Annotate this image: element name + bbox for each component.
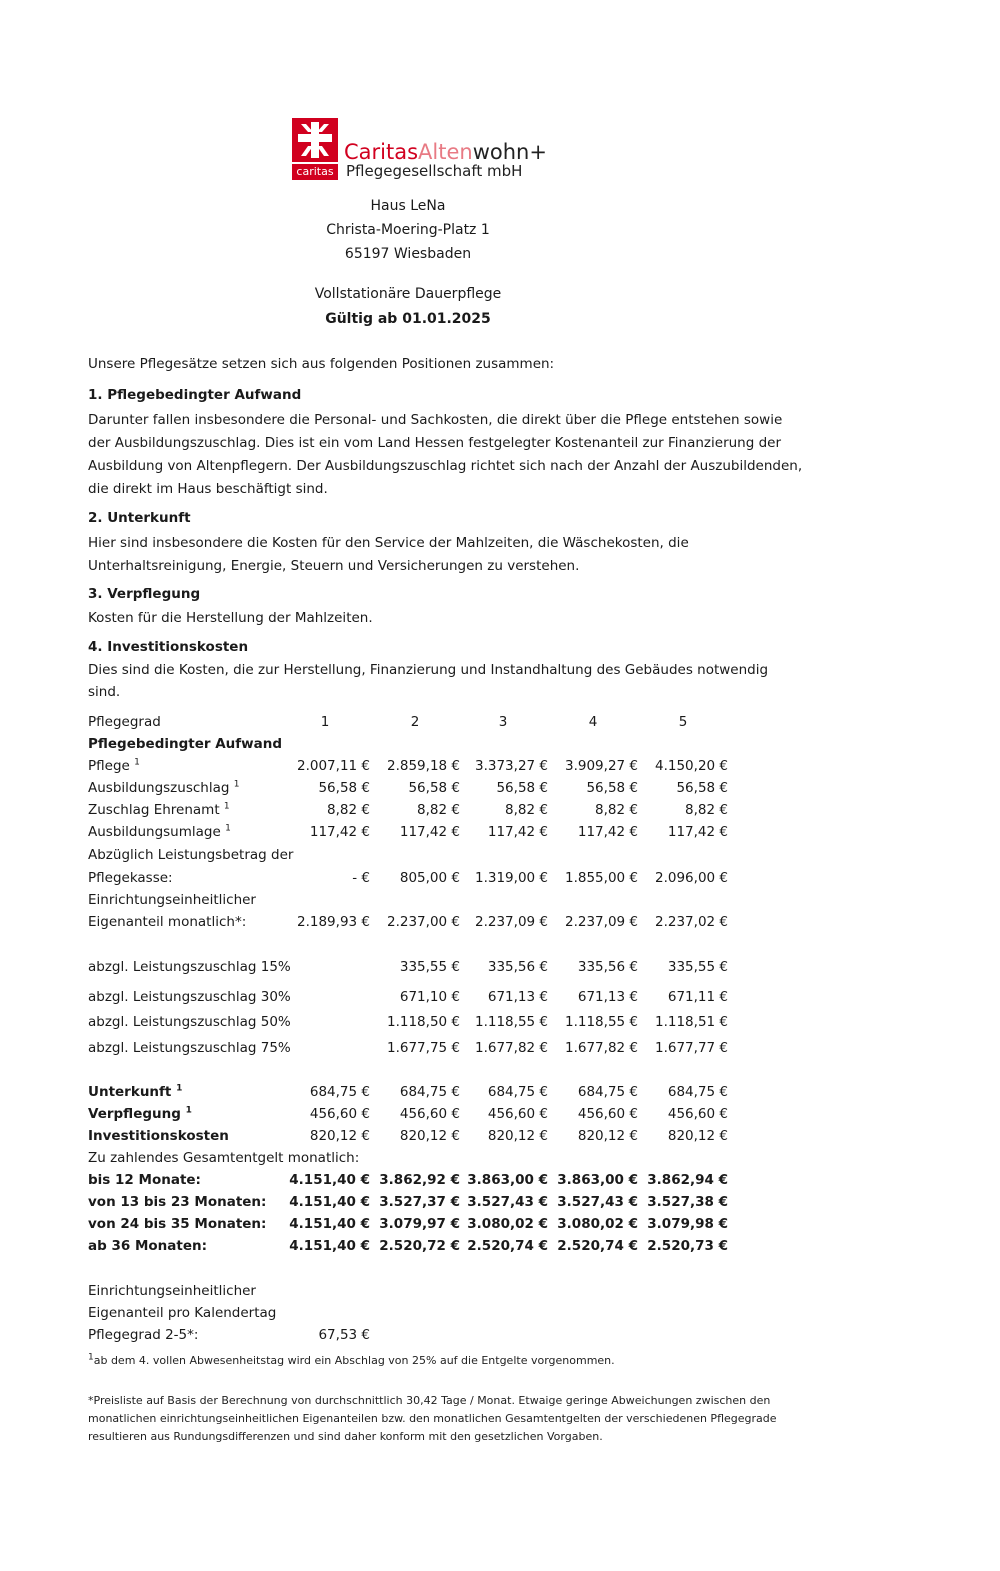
cost-row <box>88 1081 738 1103</box>
cell: 4.151,40 € <box>289 1172 370 1188</box>
row-label: Unterkunft $^1$ <box>88 1083 183 1100</box>
table-row <box>88 911 738 933</box>
cell: 2.859,18 € <box>387 758 460 774</box>
row-label: Pflegekasse: <box>88 870 173 886</box>
cell: 8,82 € <box>327 802 370 818</box>
address-house: Haus LeNa <box>370 198 446 214</box>
cell: 1.677,82 € <box>475 1040 548 1056</box>
cell: 820,12 € <box>577 1128 638 1144</box>
daily-row <box>88 1302 738 1324</box>
section-line: sind. <box>88 684 121 700</box>
row-label: Eigenanteil monatlich*: <box>88 914 247 930</box>
cell: 671,13 € <box>487 989 548 1005</box>
daily-row <box>88 1324 738 1346</box>
logo-name-part1: Caritas <box>344 140 419 164</box>
care-type: Vollstationäre Dauerpflege <box>314 286 502 302</box>
row-label: abzgl. Leistungszuschlag 75% <box>88 1040 291 1056</box>
cell: 3.080,02 € <box>557 1216 638 1232</box>
section-line: Dies sind die Kosten, die zur Herstellung, Finanzierung und Instandhaltung des Gebäudes notwendig <box>88 662 769 678</box>
cell: 671,11 € <box>667 989 728 1005</box>
row-label: abzgl. Leistungszuschlag 15% <box>88 959 291 975</box>
row-label: Ausbildungszuschlag $^1$ <box>88 779 240 796</box>
table-row <box>88 821 738 843</box>
cell: 8,82 € <box>505 802 548 818</box>
daily-value: 67,53 € <box>318 1327 370 1343</box>
section-heading: 1. Pflegebedingter Aufwand <box>88 387 302 403</box>
discount-row <box>88 956 738 978</box>
logo-mark-text: caritas <box>292 164 338 180</box>
cell: 3.079,98 € <box>647 1216 728 1232</box>
row-label: Pflege $^1$ <box>88 757 140 774</box>
cell: 4.151,40 € <box>289 1216 370 1232</box>
cell: 456,60 € <box>577 1106 638 1122</box>
section-line: Kosten für die Herstellung der Mahlzeiten. <box>88 610 373 626</box>
cell: 117,42 € <box>667 824 728 840</box>
section-heading: 2. Unterkunft <box>88 510 191 526</box>
cell: 4.150,20 € <box>655 758 728 774</box>
row-label: Zuschlag Ehrenamt $^1$ <box>88 801 230 818</box>
section-heading: 3. Verpflegung <box>88 586 201 602</box>
total-heading-label: Zu zahlendes Gesamtentgelt monatlich: <box>88 1150 360 1166</box>
table-subheading <box>88 733 738 755</box>
address-city: 65197 Wiesbaden <box>344 246 472 262</box>
cell: 1.118,51 € <box>655 1014 728 1030</box>
table-row <box>88 755 738 777</box>
row-label: ab 36 Monaten: <box>88 1238 208 1254</box>
cell: 820,12 € <box>667 1128 728 1144</box>
cell: 820,12 € <box>309 1128 370 1144</box>
cell: 671,13 € <box>577 989 638 1005</box>
cell: 335,55 € <box>399 959 460 975</box>
cell: 456,60 € <box>399 1106 460 1122</box>
cell: 3.527,38 € <box>647 1194 728 1210</box>
caritas-logo <box>292 118 547 184</box>
header-col: 1 <box>320 714 330 730</box>
cell: 8,82 € <box>595 802 638 818</box>
cell: 335,56 € <box>577 959 638 975</box>
cell: 335,56 € <box>487 959 548 975</box>
cell: 56,58 € <box>408 780 460 796</box>
cell: 2.520,72 € <box>379 1238 460 1254</box>
cell: 1.118,55 € <box>565 1014 638 1030</box>
daily-label: Pflegegrad 2-5*: <box>88 1327 199 1343</box>
cell: 1.855,00 € <box>565 870 638 886</box>
cell: 684,75 € <box>487 1084 548 1100</box>
header-col: 3 <box>498 714 508 730</box>
cell: 2.237,09 € <box>475 914 548 930</box>
subheading-label: Pflegebedingter Aufwand <box>88 736 283 752</box>
cell: 671,10 € <box>399 989 460 1005</box>
total-heading <box>88 1147 738 1169</box>
logo-name <box>344 140 547 164</box>
cell: 805,00 € <box>399 870 460 886</box>
cell: 3.527,43 € <box>557 1194 638 1210</box>
section-line: der Ausbildungszuschlag. Dies ist ein vom Land Hessen festgelegter Kostenanteil zur Finanzierung der <box>88 435 782 451</box>
cell: 684,75 € <box>577 1084 638 1100</box>
cell: 117,42 € <box>309 824 370 840</box>
cell: 117,42 € <box>577 824 638 840</box>
cell: 3.373,27 € <box>475 758 548 774</box>
table-header-row <box>88 711 738 733</box>
address-street: Christa-Moering-Platz 1 <box>326 222 490 238</box>
cell: - € <box>352 870 370 886</box>
cell: 684,75 € <box>399 1084 460 1100</box>
cell: 56,58 € <box>496 780 548 796</box>
table-row <box>88 799 738 821</box>
cell: 4.151,40 € <box>289 1194 370 1210</box>
row-label: von 13 bis 23 Monaten: <box>88 1194 267 1210</box>
logo-subtitle: Pflegegesellschaft mbH <box>346 162 523 180</box>
cell: 684,75 € <box>667 1084 728 1100</box>
row-label: von 24 bis 35 Monaten: <box>88 1216 267 1232</box>
cost-row <box>88 1125 738 1147</box>
cell: 56,58 € <box>586 780 638 796</box>
footnote-pricing: resultieren aus Rundungsdifferenzen und sind daher konform mit den gesetzlichen Vorgaben. <box>88 1430 603 1443</box>
row-label: Abzüglich Leistungsbetrag der <box>88 847 294 863</box>
table-row <box>88 844 738 866</box>
cell: 456,60 € <box>487 1106 548 1122</box>
caritas-cross-icon <box>292 118 338 180</box>
row-label: Verpflegung $^1$ <box>88 1105 192 1122</box>
header-col: 2 <box>410 714 420 730</box>
row-label: bis 12 Monate: <box>88 1172 201 1188</box>
cell: 2.237,09 € <box>565 914 638 930</box>
cell: 56,58 € <box>676 780 728 796</box>
valid-from: Gültig ab 01.01.2025 <box>325 311 491 327</box>
cell: 456,60 € <box>309 1106 370 1122</box>
row-label: Ausbildungsumlage $^1$ <box>88 823 231 840</box>
cell: 335,55 € <box>667 959 728 975</box>
cell: 1.118,55 € <box>475 1014 548 1030</box>
total-row <box>88 1169 738 1191</box>
cell: 8,82 € <box>685 802 728 818</box>
cell: 2.520,74 € <box>557 1238 638 1254</box>
section-line: Hier sind insbesondere die Kosten für den Service der Mahlzeiten, die Wäschekosten, die <box>88 535 689 551</box>
cell: 3.863,00 € <box>467 1172 548 1188</box>
cell: 4.151,40 € <box>289 1238 370 1254</box>
cell: 3.863,00 € <box>557 1172 638 1188</box>
row-label: Investitionskosten <box>88 1128 229 1144</box>
cell: 456,60 € <box>667 1106 728 1122</box>
section-heading: 4. Investitionskosten <box>88 639 249 655</box>
cell: 3.862,92 € <box>379 1172 460 1188</box>
cell: 1.319,00 € <box>475 870 548 886</box>
table-row <box>88 867 738 889</box>
cell: 820,12 € <box>487 1128 548 1144</box>
footnote-absence: $^1$ab dem 4. vollen Abwesenheitstag wird ein Abschlag von 25% auf die Entgelte vorgenommen. <box>88 1352 615 1367</box>
total-row <box>88 1191 738 1213</box>
cell: 8,82 € <box>417 802 460 818</box>
section-line: die direkt im Haus beschäftigt sind. <box>88 481 328 497</box>
cell: 2.237,02 € <box>655 914 728 930</box>
cell: 2.520,74 € <box>467 1238 548 1254</box>
logo-name-part3: wohn+ <box>472 140 547 164</box>
header-label: Pflegegrad <box>88 714 161 730</box>
cell: 1.677,82 € <box>565 1040 638 1056</box>
cell: 117,42 € <box>487 824 548 840</box>
cell: 117,42 € <box>399 824 460 840</box>
daily-label: Einrichtungseinheitlicher <box>88 1283 256 1299</box>
header-col: 4 <box>588 714 598 730</box>
section-line: Unterhaltsreinigung, Energie, Steuern und Versicherungen zu verstehen. <box>88 558 580 574</box>
cell: 3.527,37 € <box>379 1194 460 1210</box>
section-line: Darunter fallen insbesondere die Personal- und Sachkosten, die direkt über die Pflege entstehen sowie <box>88 412 783 428</box>
cell: 684,75 € <box>309 1084 370 1100</box>
table-row <box>88 889 738 911</box>
cell: 3.079,97 € <box>379 1216 460 1232</box>
cell: 3.909,27 € <box>565 758 638 774</box>
cell: 2.096,00 € <box>655 870 728 886</box>
cell: 1.118,50 € <box>387 1014 460 1030</box>
total-row <box>88 1235 738 1257</box>
cell: 1.677,75 € <box>387 1040 460 1056</box>
cost-row <box>88 1103 738 1125</box>
cell: 2.007,11 € <box>297 758 370 774</box>
cell: 3.080,02 € <box>467 1216 548 1232</box>
table-row <box>88 777 738 799</box>
daily-label: Eigenanteil pro Kalendertag <box>88 1305 277 1321</box>
daily-row <box>88 1280 738 1302</box>
total-row <box>88 1213 738 1235</box>
section-line: Ausbildung von Altenpflegern. Der Ausbildungszuschlag richtet sich nach der Anzahl der Auszubildenden, <box>88 458 803 474</box>
cell: 820,12 € <box>399 1128 460 1144</box>
discount-row <box>88 986 738 1008</box>
logo-name-part2: Alten <box>418 140 473 164</box>
cell: 3.862,94 € <box>647 1172 728 1188</box>
cell: 2.520,73 € <box>647 1238 728 1254</box>
cell: 3.527,43 € <box>467 1194 548 1210</box>
header-col: 5 <box>678 714 688 730</box>
cell: 2.189,93 € <box>297 914 370 930</box>
discount-row <box>88 1011 738 1033</box>
row-label: abzgl. Leistungszuschlag 30% <box>88 989 291 1005</box>
cell: 2.237,00 € <box>387 914 460 930</box>
row-label: abzgl. Leistungszuschlag 50% <box>88 1014 291 1030</box>
discount-row <box>88 1037 738 1059</box>
intro-text: Unsere Pflegesätze setzen sich aus folgenden Positionen zusammen: <box>88 356 555 372</box>
footnote-pricing: monatlichen einrichtungseinheitlichen Eigenanteilen bzw. den monatlichen Gesamtentgelten der verschiedenen Pflegegrade <box>88 1412 777 1425</box>
cell: 56,58 € <box>318 780 370 796</box>
footnote-pricing: *Preisliste auf Basis der Berechnung von durchschnittlich 30,42 Tage / Monat. Etwaige geringe Abweichungen zwischen den <box>88 1394 771 1407</box>
row-label: Einrichtungseinheitlicher <box>88 892 256 908</box>
cell: 1.677,77 € <box>655 1040 728 1056</box>
